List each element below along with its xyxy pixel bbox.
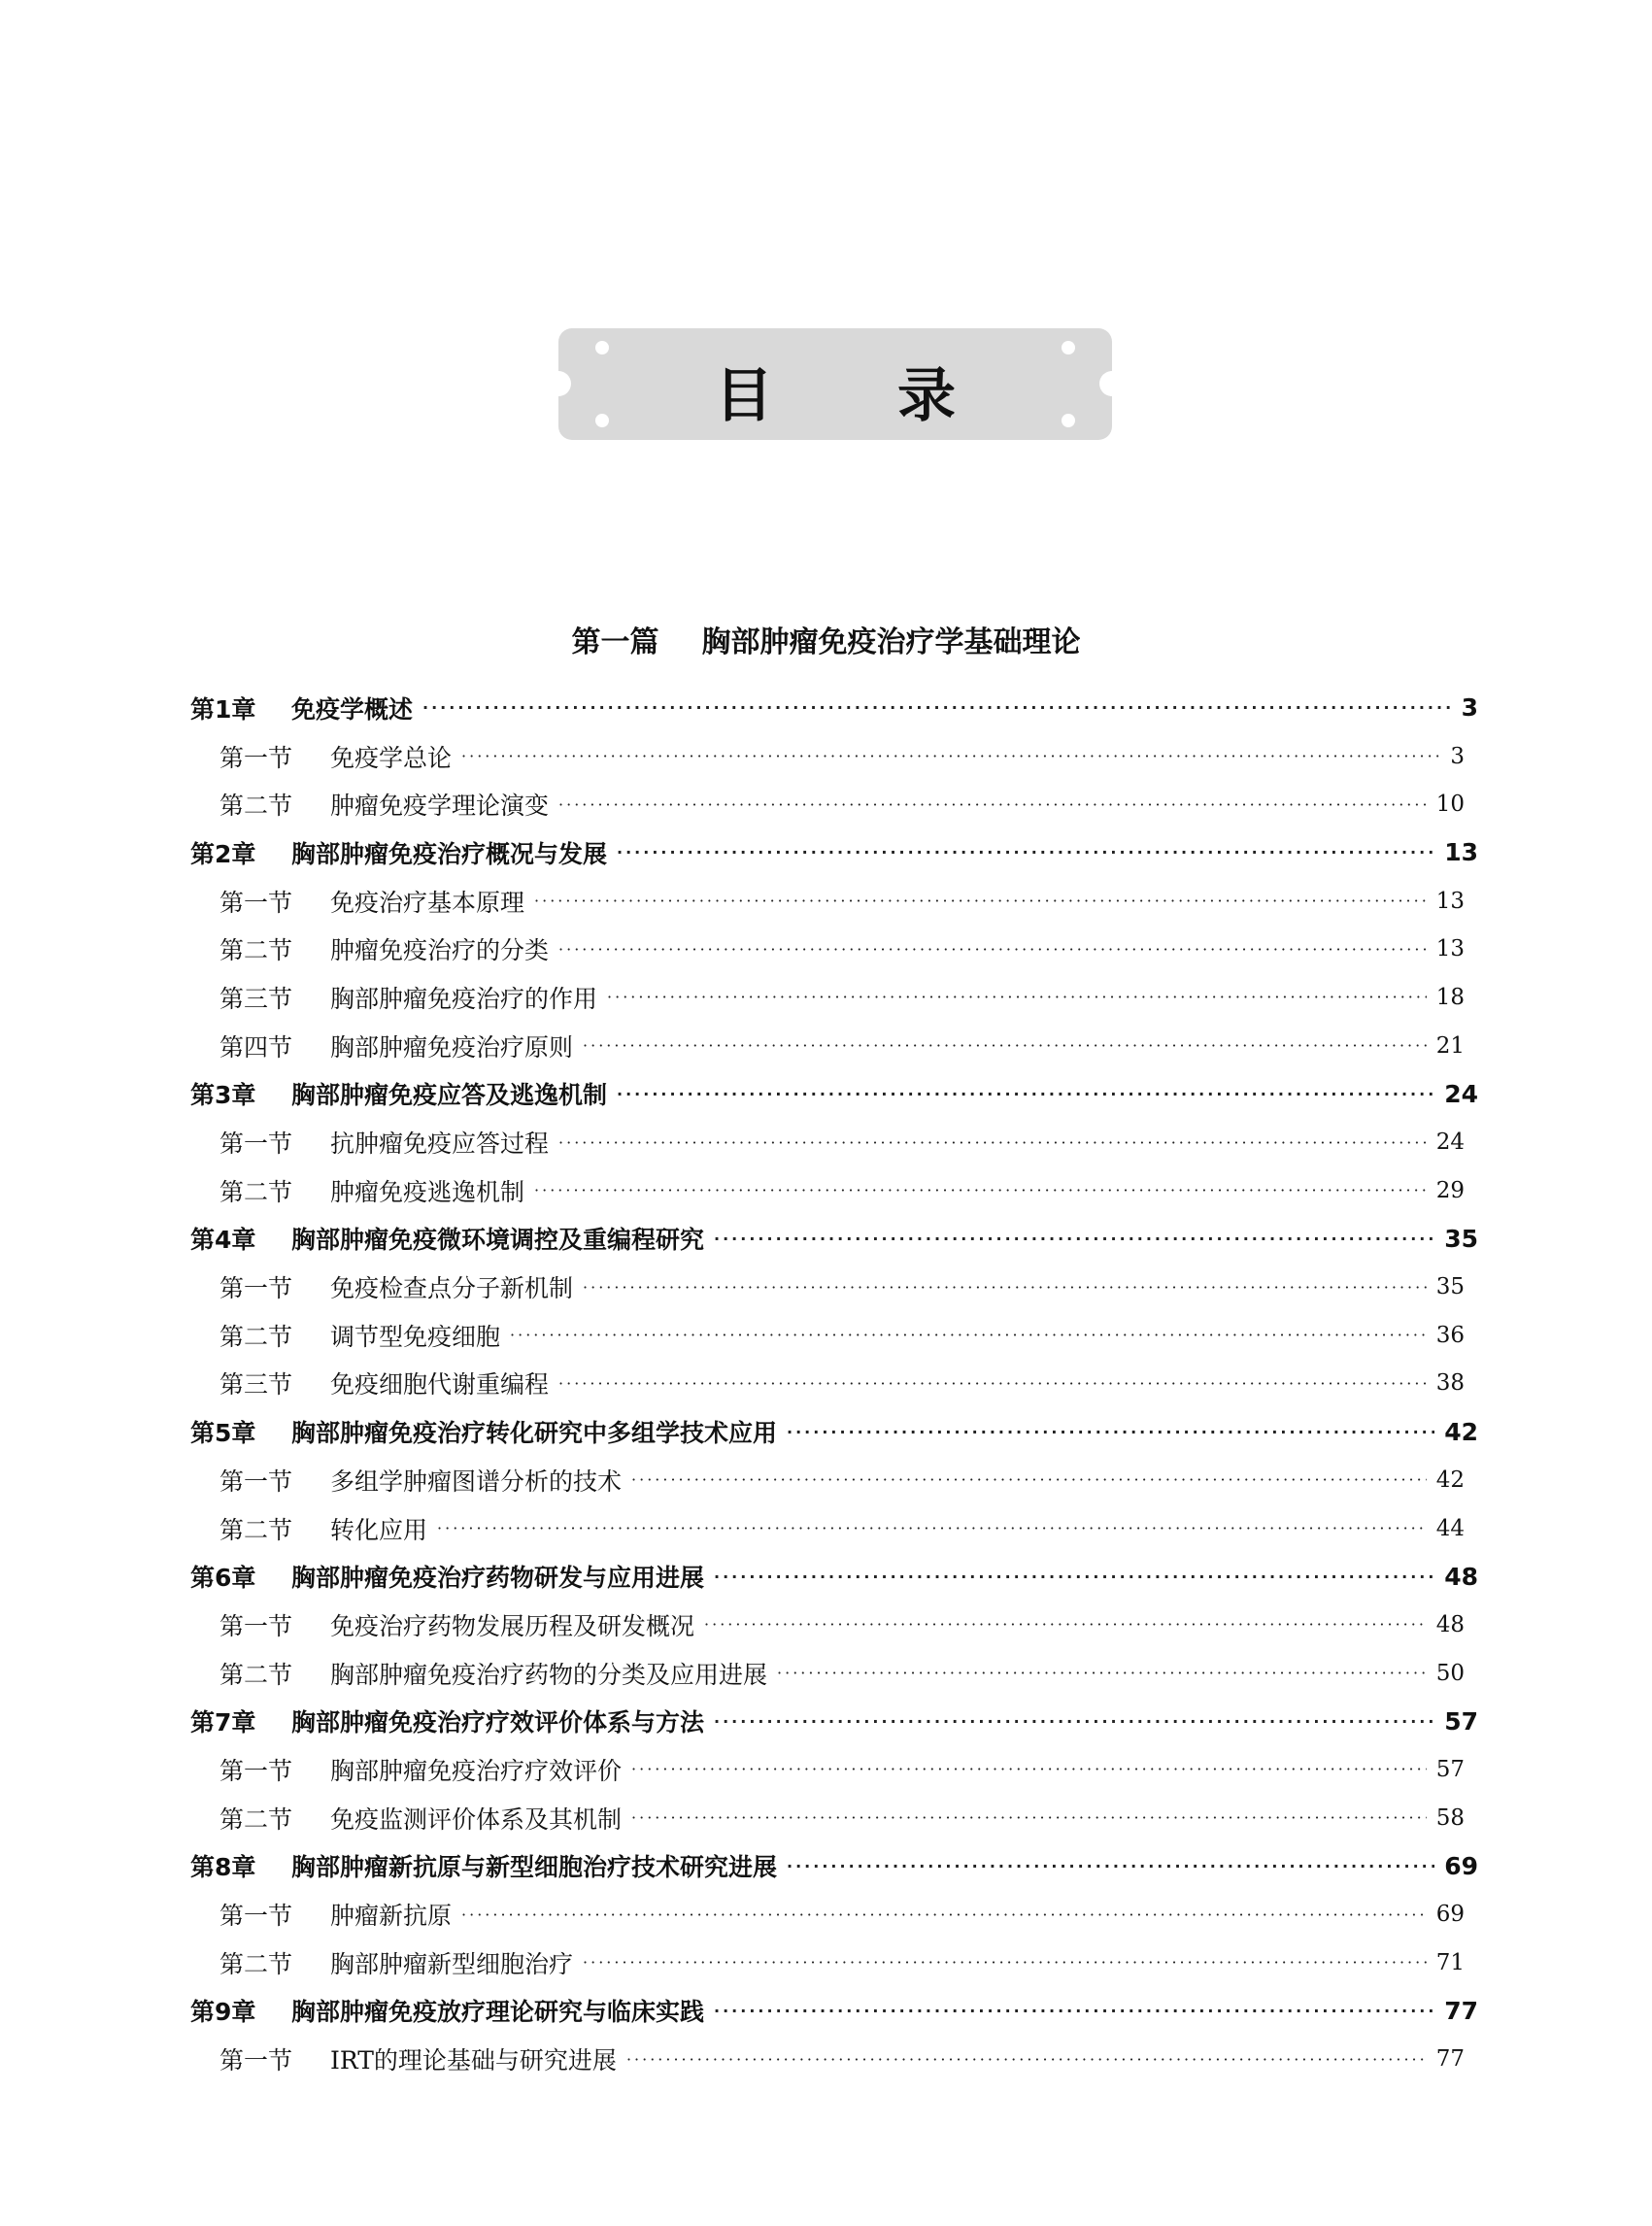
dot-leader	[714, 1568, 1434, 1586]
toc-entry-title: 胸部肿瘤免疫治疗转化研究中多组学技术应用	[291, 1419, 778, 1448]
toc-section-entry[interactable]	[190, 1118, 1478, 1166]
toc-entry-page-number: 24	[1444, 1079, 1478, 1108]
toc-chapter-entry[interactable]	[190, 1987, 1478, 2036]
toc-entry-title: 肿瘤新抗原	[330, 1902, 453, 1931]
toc-entry-title: 胸部肿瘤免疫治疗的作用	[330, 984, 598, 1013]
toc-section-entry[interactable]	[190, 1166, 1478, 1215]
toc-chapter-entry[interactable]	[190, 684, 1478, 732]
dot-leader	[787, 1857, 1434, 1875]
toc-entry-page-number: 10	[1435, 792, 1465, 818]
dot-leader	[510, 1326, 1427, 1344]
toc-entry-page-number: 58	[1435, 1804, 1465, 1831]
toc-section-entry[interactable]	[190, 1504, 1478, 1553]
toc-entry-page-number: 71	[1435, 1949, 1465, 1975]
toc-entry-title: 胸部肿瘤新抗原与新型细胞治疗技术研究进展	[291, 1853, 778, 1882]
toc-entry-label: 第二节	[219, 1515, 293, 1544]
dot-leader	[558, 795, 1427, 814]
toc-entry-label: 第二节	[219, 1177, 293, 1206]
toc-entry-title: 免疫细胞代谢重编程	[330, 1370, 550, 1400]
toc-section-entry[interactable]	[190, 973, 1478, 1022]
toc-entry-title: 免疫监测评价体系及其机制	[330, 1804, 623, 1834]
toc-entry-title: 胸部肿瘤免疫应答及逃逸机制	[291, 1081, 608, 1110]
toc-entry-title: 胸部肿瘤免疫治疗原则	[330, 1032, 574, 1062]
dot-leader	[558, 1133, 1427, 1152]
toc-entry-title: 免疫学概述	[291, 694, 414, 724]
toc-entry-label: 第8章	[190, 1853, 256, 1882]
toc-entry-label: 第5章	[190, 1419, 256, 1448]
toc-entry-page-number: 48	[1435, 1611, 1465, 1637]
toc-entry-label: 第二节	[219, 792, 293, 821]
toc-entry-title: 免疫学总论	[330, 743, 453, 772]
part-label: 第一篇	[571, 625, 659, 659]
toc-entry-label: 第6章	[190, 1564, 256, 1593]
toc-entry-page-number: 35	[1435, 1274, 1465, 1300]
toc-entry-title: 调节型免疫细胞	[330, 1322, 501, 1351]
toc-entry-title: 转化应用	[330, 1515, 428, 1544]
dot-leader	[631, 1808, 1427, 1827]
part-heading	[0, 618, 1652, 660]
toc-entry-title: 肿瘤免疫逃逸机制	[330, 1177, 525, 1206]
toc-entry-title: 胸部肿瘤免疫微环境调控及重编程研究	[291, 1226, 705, 1255]
toc-entry-label: 第一节	[219, 743, 293, 772]
toc-entry-title: 胸部肿瘤新型细胞治疗	[330, 1949, 574, 1978]
toc-entry-page-number: 3	[1450, 743, 1465, 769]
toc-entry-label: 第二节	[219, 1949, 293, 1978]
toc-section-entry[interactable]	[190, 1263, 1478, 1311]
dot-leader	[534, 892, 1427, 910]
toc-section-entry[interactable]	[190, 1456, 1478, 1504]
toc-entry-page-number: 13	[1435, 936, 1465, 962]
toc-entry-title: 肿瘤免疫学理论演变	[330, 792, 550, 821]
toc-chapter-entry[interactable]	[190, 828, 1478, 877]
toc-entry-label: 第一节	[219, 1467, 293, 1496]
toc-entry-page-number: 24	[1435, 1130, 1465, 1156]
toc-entry-label: 第四节	[219, 1032, 293, 1062]
dot-leader	[704, 1615, 1427, 1634]
toc-section-entry[interactable]	[190, 1794, 1478, 1842]
toc-entry-title: 胸部肿瘤免疫治疗概况与发展	[291, 839, 608, 868]
toc-entry-page-number: 18	[1435, 984, 1465, 1010]
toc-entry-label: 第二节	[219, 936, 293, 965]
toc-chapter-entry[interactable]	[190, 1407, 1478, 1456]
toc-entry-label: 第2章	[190, 839, 256, 868]
toc-chapter-entry[interactable]	[190, 1552, 1478, 1601]
toc-entry-page-number: 57	[1435, 1756, 1465, 1782]
toc-entry-label: 第一节	[219, 1611, 293, 1640]
toc-entry-page-number: 21	[1435, 1032, 1465, 1059]
toc-entry-title: IRT的理论基础与研究进展	[330, 2046, 617, 2075]
dot-leader	[558, 1374, 1427, 1393]
toc-entry-label: 第二节	[219, 1322, 293, 1351]
table-of-contents	[190, 684, 1478, 2083]
toc-entry-title: 肿瘤免疫治疗的分类	[330, 936, 550, 965]
toc-entry-title: 多组学肿瘤图谱分析的技术	[330, 1467, 623, 1496]
toc-entry-page-number: 77	[1435, 2046, 1465, 2073]
dot-leader	[534, 1181, 1427, 1199]
dot-leader	[558, 940, 1427, 959]
toc-entry-page-number: 57	[1444, 1706, 1478, 1736]
toc-entry-page-number: 48	[1444, 1562, 1478, 1591]
toc-entry-label: 第4章	[190, 1226, 256, 1255]
toc-chapter-entry[interactable]	[190, 1070, 1478, 1119]
toc-entry-label: 第一节	[219, 1756, 293, 1785]
toc-entry-page-number: 77	[1444, 1996, 1478, 2025]
toc-entry-title: 免疫治疗基本原理	[330, 888, 525, 917]
toc-entry-title: 胸部肿瘤免疫治疗药物研发与应用进展	[291, 1564, 705, 1593]
toc-entry-page-number: 44	[1435, 1515, 1465, 1541]
toc-section-entry[interactable]	[190, 925, 1478, 973]
dot-leader	[617, 843, 1434, 861]
toc-entry-page-number: 35	[1444, 1224, 1478, 1253]
toc-section-entry[interactable]	[190, 1601, 1478, 1649]
toc-entry-title: 免疫治疗药物发展历程及研发概况	[330, 1611, 695, 1640]
toc-section-entry[interactable]	[190, 1649, 1478, 1698]
dot-leader	[583, 1953, 1427, 1972]
toc-entry-label: 第一节	[219, 2046, 293, 2075]
toc-entry-page-number: 69	[1444, 1851, 1478, 1880]
toc-entry-label: 第一节	[219, 1902, 293, 1931]
toc-section-entry[interactable]	[190, 732, 1478, 781]
toc-entry-page-number: 42	[1435, 1467, 1465, 1493]
toc-entry-page-number: 36	[1435, 1322, 1465, 1348]
dot-leader	[714, 1230, 1434, 1248]
dot-leader	[461, 1906, 1427, 1924]
toc-entry-title: 胸部肿瘤免疫治疗疗效评价	[330, 1756, 623, 1785]
dot-leader	[583, 1278, 1427, 1297]
toc-entry-label: 第三节	[219, 1370, 293, 1400]
toc-entry-title: 免疫检查点分子新机制	[330, 1274, 574, 1303]
toc-entry-label: 第3章	[190, 1081, 256, 1110]
toc-section-entry[interactable]	[190, 780, 1478, 828]
page-title: 目录	[715, 362, 1080, 430]
toc-section-entry[interactable]	[190, 1745, 1478, 1794]
toc-entry-page-number: 42	[1444, 1417, 1478, 1446]
dot-leader	[714, 1712, 1434, 1731]
toc-entry-page-number: 69	[1435, 1902, 1465, 1928]
dot-leader	[607, 988, 1427, 1006]
dot-leader	[626, 2050, 1427, 2069]
toc-entry-label: 第1章	[190, 694, 256, 724]
dot-leader	[583, 1036, 1427, 1055]
toc-section-entry[interactable]	[190, 1939, 1478, 1987]
toc-section-entry[interactable]	[190, 877, 1478, 926]
toc-section-entry[interactable]	[190, 1022, 1478, 1070]
dot-leader	[422, 698, 1452, 717]
dot-leader	[777, 1664, 1427, 1682]
toc-entry-label: 第一节	[219, 1274, 293, 1303]
toc-entry-label: 第7章	[190, 1708, 256, 1737]
toc-entry-page-number: 13	[1435, 888, 1465, 914]
toc-entry-page-number: 50	[1435, 1660, 1465, 1686]
toc-entry-label: 第三节	[219, 984, 293, 1013]
toc-section-entry[interactable]	[190, 1360, 1478, 1408]
toc-section-entry[interactable]	[190, 2035, 1478, 2083]
toc-chapter-entry[interactable]	[190, 1215, 1478, 1264]
toc-entry-title: 抗肿瘤免疫应答过程	[330, 1130, 550, 1159]
toc-chapter-entry[interactable]	[190, 1697, 1478, 1745]
toc-entry-page-number: 29	[1435, 1177, 1465, 1203]
toc-entry-label: 第二节	[219, 1660, 293, 1689]
toc-entry-label: 第一节	[219, 888, 293, 917]
toc-entry-title: 胸部肿瘤免疫治疗药物的分类及应用进展	[330, 1660, 768, 1689]
dot-leader	[631, 1470, 1427, 1489]
toc-entry-title: 胸部肿瘤免疫治疗疗效评价体系与方法	[291, 1708, 705, 1737]
dot-leader	[617, 1085, 1434, 1103]
toc-chapter-entry[interactable]	[190, 1842, 1478, 1891]
toc-section-entry[interactable]	[190, 1311, 1478, 1360]
part-title: 胸部肿瘤免疫治疗学基础理论	[701, 625, 1081, 659]
dot-leader	[787, 1423, 1434, 1441]
toc-entry-title: 胸部肿瘤免疫放疗理论研究与临床实践	[291, 1998, 705, 2027]
toc-entry-page-number: 3	[1461, 693, 1478, 723]
toc-section-entry[interactable]	[190, 1890, 1478, 1939]
toc-entry-label: 第一节	[219, 1130, 293, 1159]
dot-leader	[437, 1519, 1427, 1537]
dot-leader	[714, 2002, 1434, 2020]
dot-leader	[631, 1760, 1427, 1778]
toc-title-plate	[558, 328, 1112, 440]
dot-leader	[461, 747, 1440, 765]
toc-entry-label: 第二节	[219, 1804, 293, 1834]
toc-entry-page-number: 13	[1444, 838, 1478, 867]
toc-entry-page-number: 38	[1435, 1370, 1465, 1397]
toc-entry-label: 第9章	[190, 1998, 256, 2027]
